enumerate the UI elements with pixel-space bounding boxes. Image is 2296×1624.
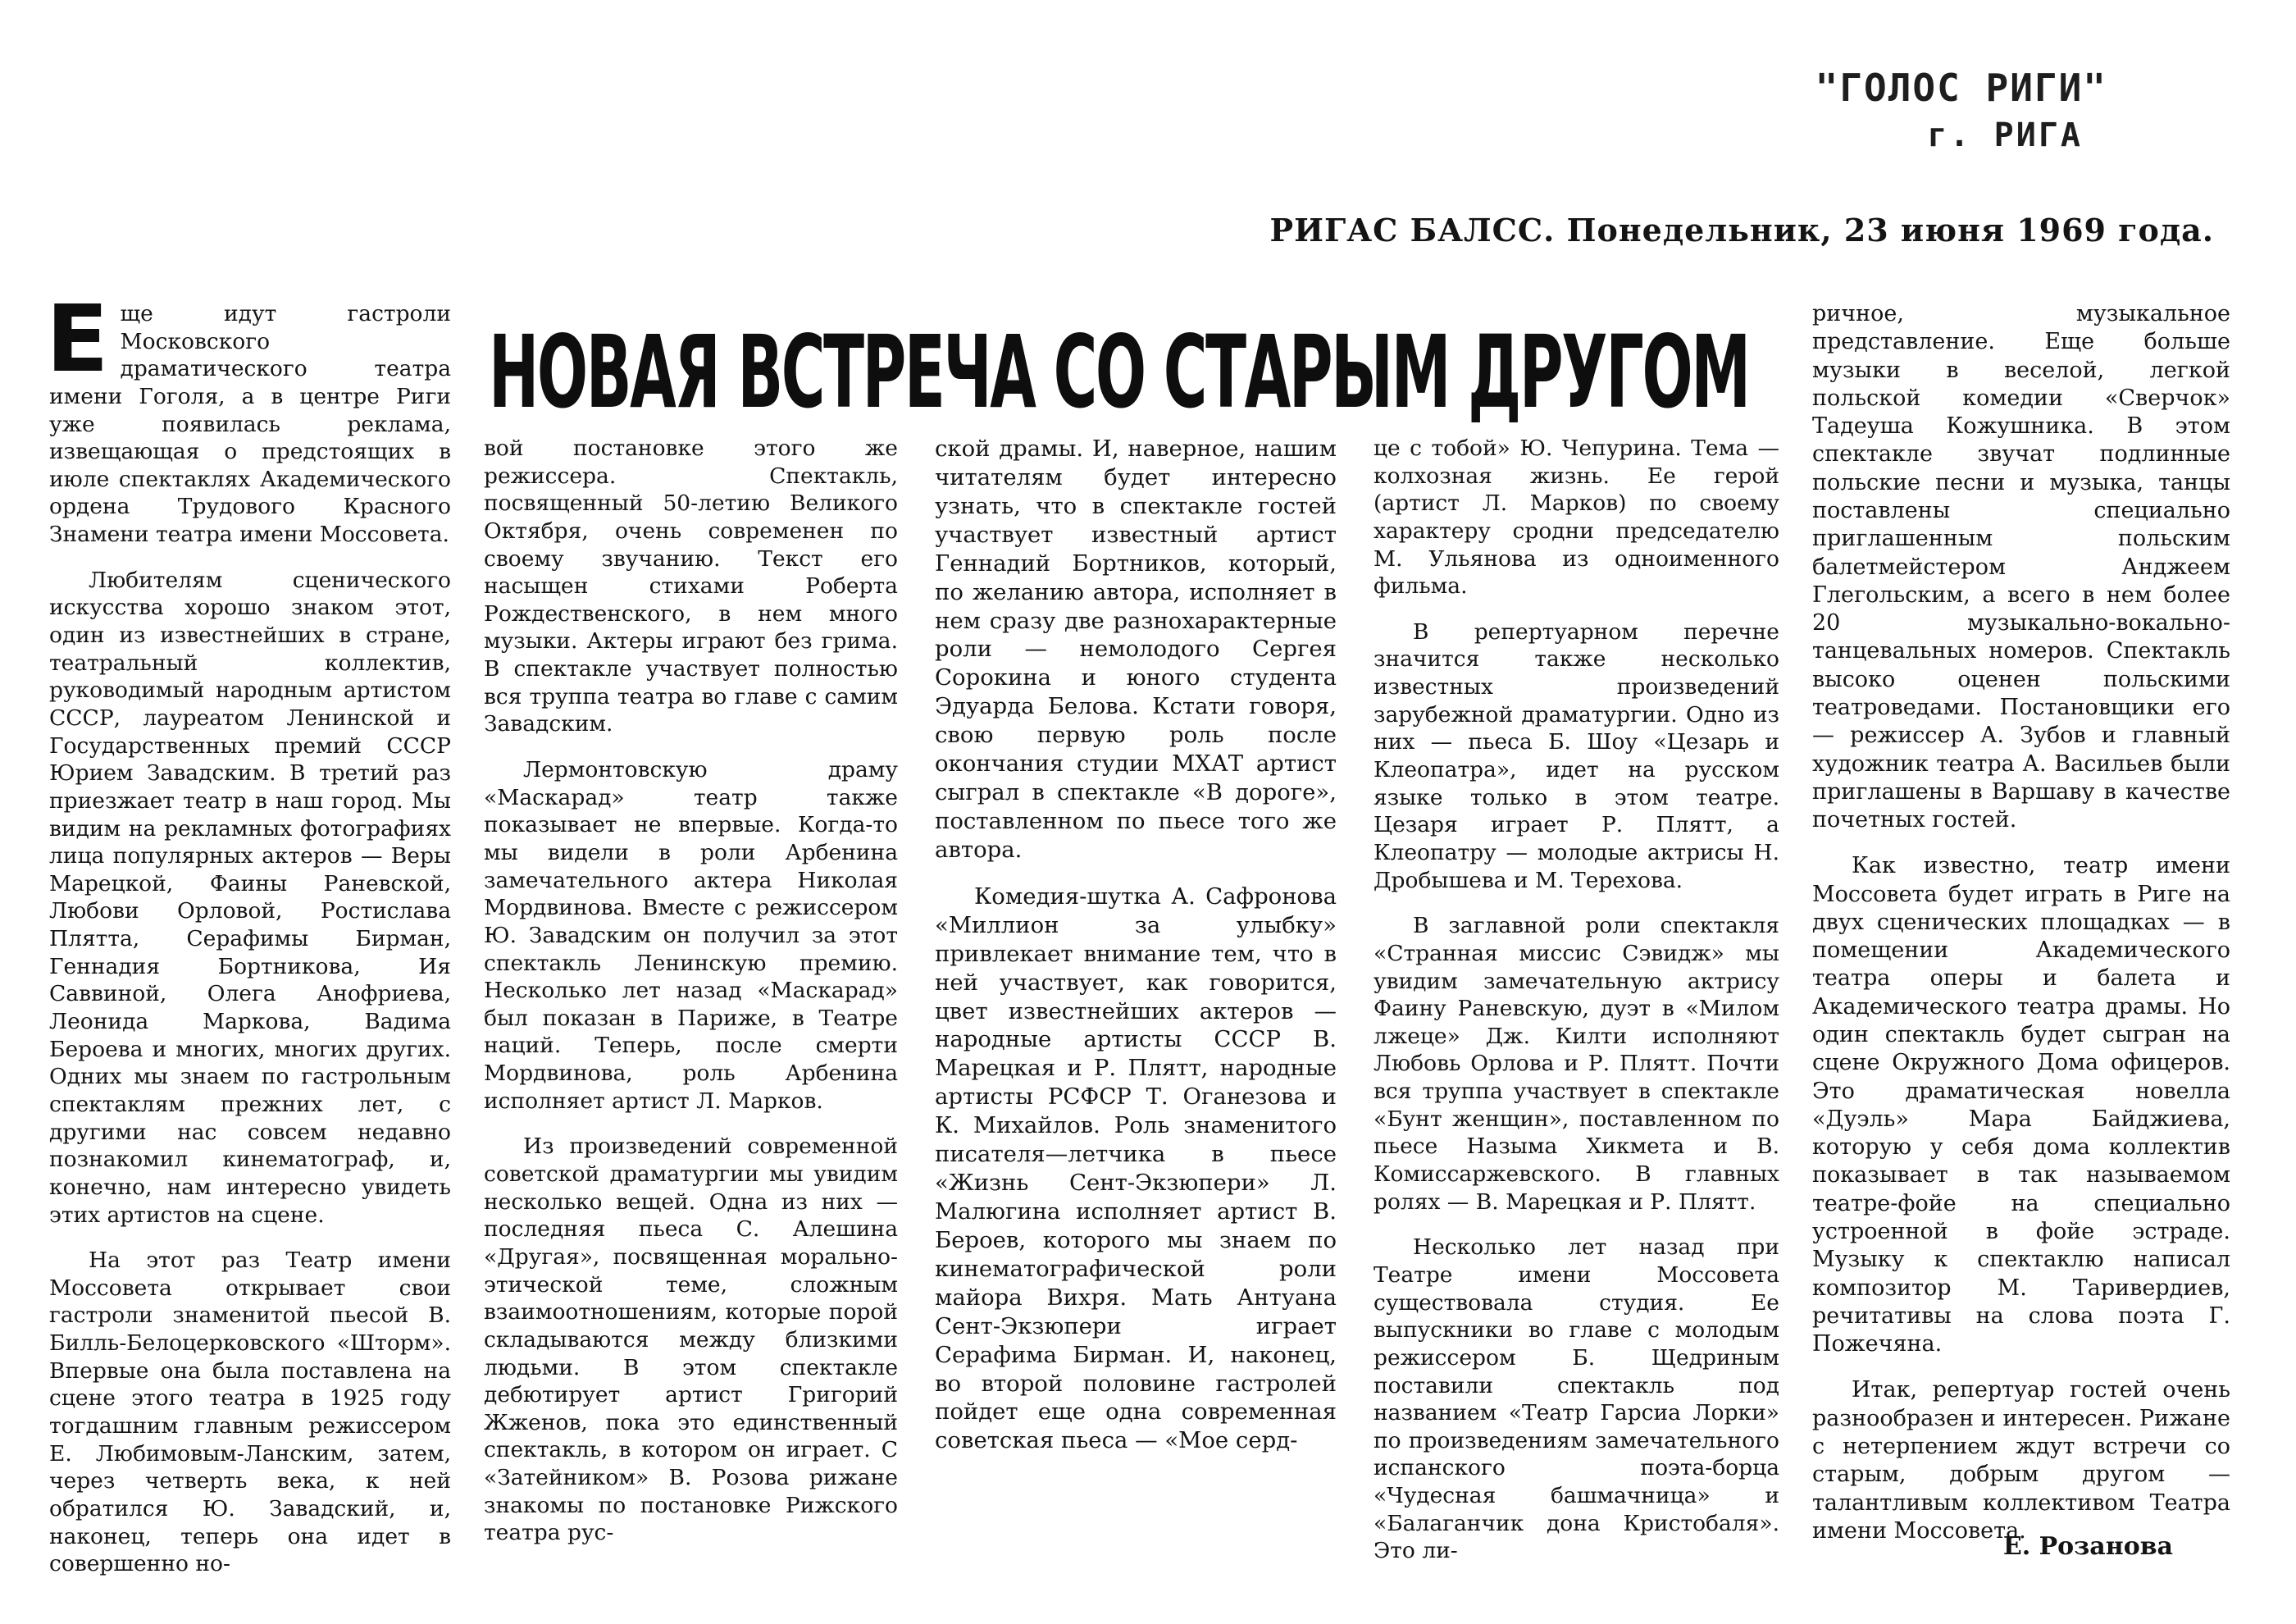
paragraph: вой постановке этого же режиссера. Спектакль, посвященный 50-летию Великого Октября, очень современен по своему звучанию. Текст его насыщен стихами Роберта Рождественского, в нем много музыки. Актеры играют без грима. В спектакле участвует полностью вся труппа театра во главе с самим Завадским. bbox=[484, 436, 898, 737]
paragraph: Из произведений современной советской драматургии мы увидим несколько вещей. Одна из них — последняя пьеса С. Алешина «Другая», посвященная морально-этической теме, сложным взаимоотношениям, которые порой складываются между близкими людьми. В этом спектакле дебютирует артист Григорий Жженов, пока это единственный спектакль, в котором он играет. С «Затейником» В. Розова рижане знакомы по постановке Рижского театра рус- bbox=[484, 1134, 898, 1546]
paragraph: Любителям сценического искусства хорошо знаком этот, один из известнейших в стране, театральный коллектив, руководимый народным артистом СССР, лауреатом Ленинской и Государственных премий СССР Юрием Завадским. В третий раз приезжает театр в наш город. Мы видим на рекламных фотографиях лица популярных актеров — Веры Марецкой, Фаины Раневской, Любови Орловой, Ростислава Плятта, Серафимы Бирман, Геннадия Бортникова, Ия Саввиной, Олега Анофриева, Леонида Маркова, Вадима Бероева и многих, многих других. Одних мы знаем по гастрольным спектаклям прежних лет, с другими нас совсем недавно познакомил кинематограф, и, конечно, нам интересно увидеть этих артистов на сцене. bbox=[49, 567, 451, 1228]
paragraph: ской драмы. И, наверное, нашим читателям будет интересно узнать, что в спектакле гостей участвует известный артист Геннадий Бортников, который, по желанию автора, исполняет в нем сразу две разнохарактерные роли — немолодого Сергея Сорокина и юного студента Эдуарда Белова. Кстати говоря, свою первую роль после окончания студии МХАТ артист сыграл в спектакле «В дороге», поставленном по пьесе того же автора. bbox=[935, 436, 1337, 863]
article-column-5 bbox=[1812, 300, 2230, 1563]
paragraph: В репертуарном перечне значится также несколько известных произведений зарубежной драматургии. Одно из них — пьеса Б. Шоу «Цезарь и Клеопатра», идет на русском языке только в этом театре. Цезаря играет Р. Плятт, а Клеопатру — молодые актрисы Н. Дробышева и М. Терехова. bbox=[1374, 618, 1779, 893]
paragraph: Несколько лет назад при Театре имени Моссовета существовала студия. Ее выпускники во главе с молодым режиссером Б. Щедриным поставили спектакль под названием «Театр Гарсиа Лорки» по произведениям замечательного испанского поэта-борца «Чудесная башмачница» и «Балаганчик дона Кристобаля». Это ли- bbox=[1374, 1234, 1779, 1564]
paragraph: це с тобой» Ю. Чепурина. Тема — колхозная жизнь. Ее герой (артист Л. Марков) по своему характеру сродни председателю М. Ульянова из одноименного фильма. bbox=[1374, 436, 1779, 600]
lead-paragraph bbox=[46, 286, 451, 549]
stamp-newspaper-name: "ГОЛОС РИГИ" bbox=[1815, 66, 2107, 110]
paragraph: Итак, репертуар гостей очень разнообразен и интересен. Рижане с нетерпением ждут встречи со старым, добрым другом — талантливым коллективом Театра имени Моссовета. bbox=[1812, 1377, 2230, 1544]
drop-cap: Е bbox=[46, 286, 109, 393]
paragraph: Как известно, театр имени Моссовета будет играть в Риге на двух сценических площадках — в помещении Академического театра оперы и балета и Академического театра драмы. Но один спектакль будет сыгран на сцене Окружного Дома офицеров. Это драматическая новелла «Дуэль» Мара Байджиева, которую у себя дома коллектив показывает в так называемом театре-фойе на специально устроенной в фойе эстраде. Музыку к спектаклю написал композитор М. Таривердиев, речитативы на слова поэта Г. Пожечяна. bbox=[1812, 853, 2230, 1357]
stamp-city: г. РИГА bbox=[1927, 116, 2083, 154]
paragraph: Комедия-шутка А. Сафронова «Миллион за улыбку» привлекает внимание тем, что в ней участвует, как говорится, цвет известнейших актеров — народные артисты СССР В. Марецкая и Р. Плятт, народные артисты РСФСР Т. Оганезова и К. Михайлов. Роль знаменитого писателя—летчика в пьесе «Жизнь Сент-Экзюпери» Л. Малюгина исполняет артист В. Бероев, которого мы знаем по кинематографической роли майора Вихря. Мать Антуана Сент-Экзюпери играет Серафима Бирман. И, наконец, во второй половине гастролей пойдет еще одна современная советская пьеса — «Мое серд- bbox=[935, 883, 1337, 1454]
newspaper-stamp bbox=[1815, 66, 2107, 154]
paragraph: На этот раз Театр имени Моссовета открывает свои гастроли знаменитой пьесой В. Билль-Белоцерковского «Шторм». Впервые она была поставлена на сцене этого театра в 1925 году тогдашним главным режиссером Е. Любимовым-Ланским, затем, через четверть века, к ней обратился Ю. Завадский, и, наконец, теперь она идет в совершенно но- bbox=[49, 1248, 451, 1577]
article-column-1 bbox=[46, 286, 451, 1596]
lead-text: ще идут гастроли Московского драматического театра имени Гоголя, а в центре Риги уже появилась реклама, извещающая о предстоящих в июле спектаклях Академического ордена Трудового Красного Знамени театра имени Моссовета. bbox=[49, 301, 451, 548]
paragraph: ричное, музыкальное представление. Еще больше музыки в веселой, легкой польской комедии «Сверчок» Тадеуша Кожушника. В этом спектакле звучат подлинные польские песни и музыка, танцы поставлены специально приглашенным польским балетмейстером Анджеем Глегольским, а всего в нем более 20 музыкально-вокально-танцевальных номеров. Спектакль высоко оценен польскими театроведами. Постановщики его — режиссер А. Зубов и главный художник театра А. Васильев были приглашены в Варшаву в качестве почетных гостей. bbox=[1812, 301, 2230, 833]
author-signature: Е. Розанова bbox=[2002, 1532, 2173, 1561]
paragraph: В заглавной роли спектакля «Странная миссис Сэвидж» мы увидим замечательную актрису Фаину Раневскую, дуэт в «Милом лжеце» Дж. Килти исполняют Любовь Орлова и Р. Плятт. Почти вся труппа участвует в спектакле «Бунт женщин», поставленном по пьесе Назыма Хикмета и В. Комиссаржевского. В главных ролях — В. Марецкая и Р. Плятт. bbox=[1374, 913, 1779, 1215]
dateline: РИГАС БАЛСС. Понедельник, 23 июня 1969 года. bbox=[1269, 212, 2214, 249]
paragraph: Лермонтовскую драму «Маскарад» театр также показывает не впервые. Когда-то мы видели в роли Арбенина замечательного актера Николая Мордвинова. Вместе с режиссером Ю. Завадским он получил за этот спектакль Ленинскую премию. Несколько лет назад «Маскарад» был показан в Париже, в Театре наций. Теперь, после смерти Мордвинова, роль Арбенина исполняет артист Л. Марков. bbox=[484, 757, 898, 1114]
article-column-4 bbox=[1374, 435, 1779, 1583]
article-column-3 bbox=[935, 435, 1337, 1473]
headline: НОВАЯ ВСТРЕЧА СО СТАРЫМ ДРУГОМ bbox=[489, 314, 1749, 431]
article-column-2 bbox=[484, 435, 898, 1565]
